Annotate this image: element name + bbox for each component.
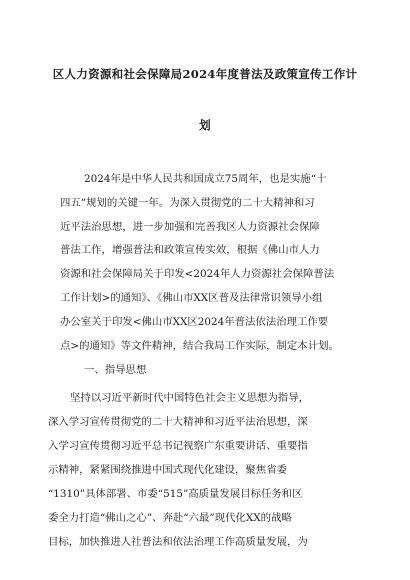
- section-body-line: 坚持以习近平新时代中国特色社会主义思想为指导，: [70, 392, 309, 404]
- section-body-line: 委全力打造“佛山之心”、奔赴“六最”现代化XX的战略: [48, 512, 292, 524]
- intro-line: 四五”规划的关键一年。为深入贯彻党的二十大精神和习: [60, 197, 315, 209]
- intro-line: 点>的通知》等文件精神，结合我局工作实际，制定本计划。: [60, 340, 339, 352]
- section-heading-guiding-ideology: 一、指导思想: [84, 364, 147, 376]
- section-body-line: 目标，加快推进人社普法和依法治理工作高质量发展，为: [48, 536, 308, 548]
- document-title-line1: 区人力资源和社会保障局2024年度普法及政策宣传工作计: [52, 67, 358, 81]
- section-body-line: 深入学习宣传贯彻党的二十大精神和习近平法治思想，深: [48, 416, 308, 428]
- section-body-line: “1310”具体部署、市委“515”高质量发展目标任务和区: [48, 488, 303, 500]
- document-title-line2: 划: [199, 118, 211, 132]
- intro-line: 近平法治思想，进一步加强和完善我区人力资源社会保障: [60, 221, 320, 233]
- intro-line: 2024年是中华人民共和国成立75周年，也是实施“十: [84, 173, 327, 185]
- intro-line: 办公室关于印发<佛山市XX区2024年普法依法治理工作要: [60, 316, 329, 328]
- section-body-line: 入学习宣传贯彻习近平总书记视察广东重要讲话、重要指: [48, 440, 308, 452]
- intro-line: 普法工作，增强普法和政策宣传实效，根据《佛山市人力: [60, 244, 320, 256]
- section-body-line: 示精神，紧紧围绕推进中国式现代化建设，聚焦省委: [48, 464, 287, 476]
- intro-line: 工作计划>的通知》、《佛山市XX区普及法律常识领导小组: [60, 292, 323, 304]
- intro-line: 资源和社会保障局关于印发<2024年人力资源社会保障普法: [60, 268, 335, 280]
